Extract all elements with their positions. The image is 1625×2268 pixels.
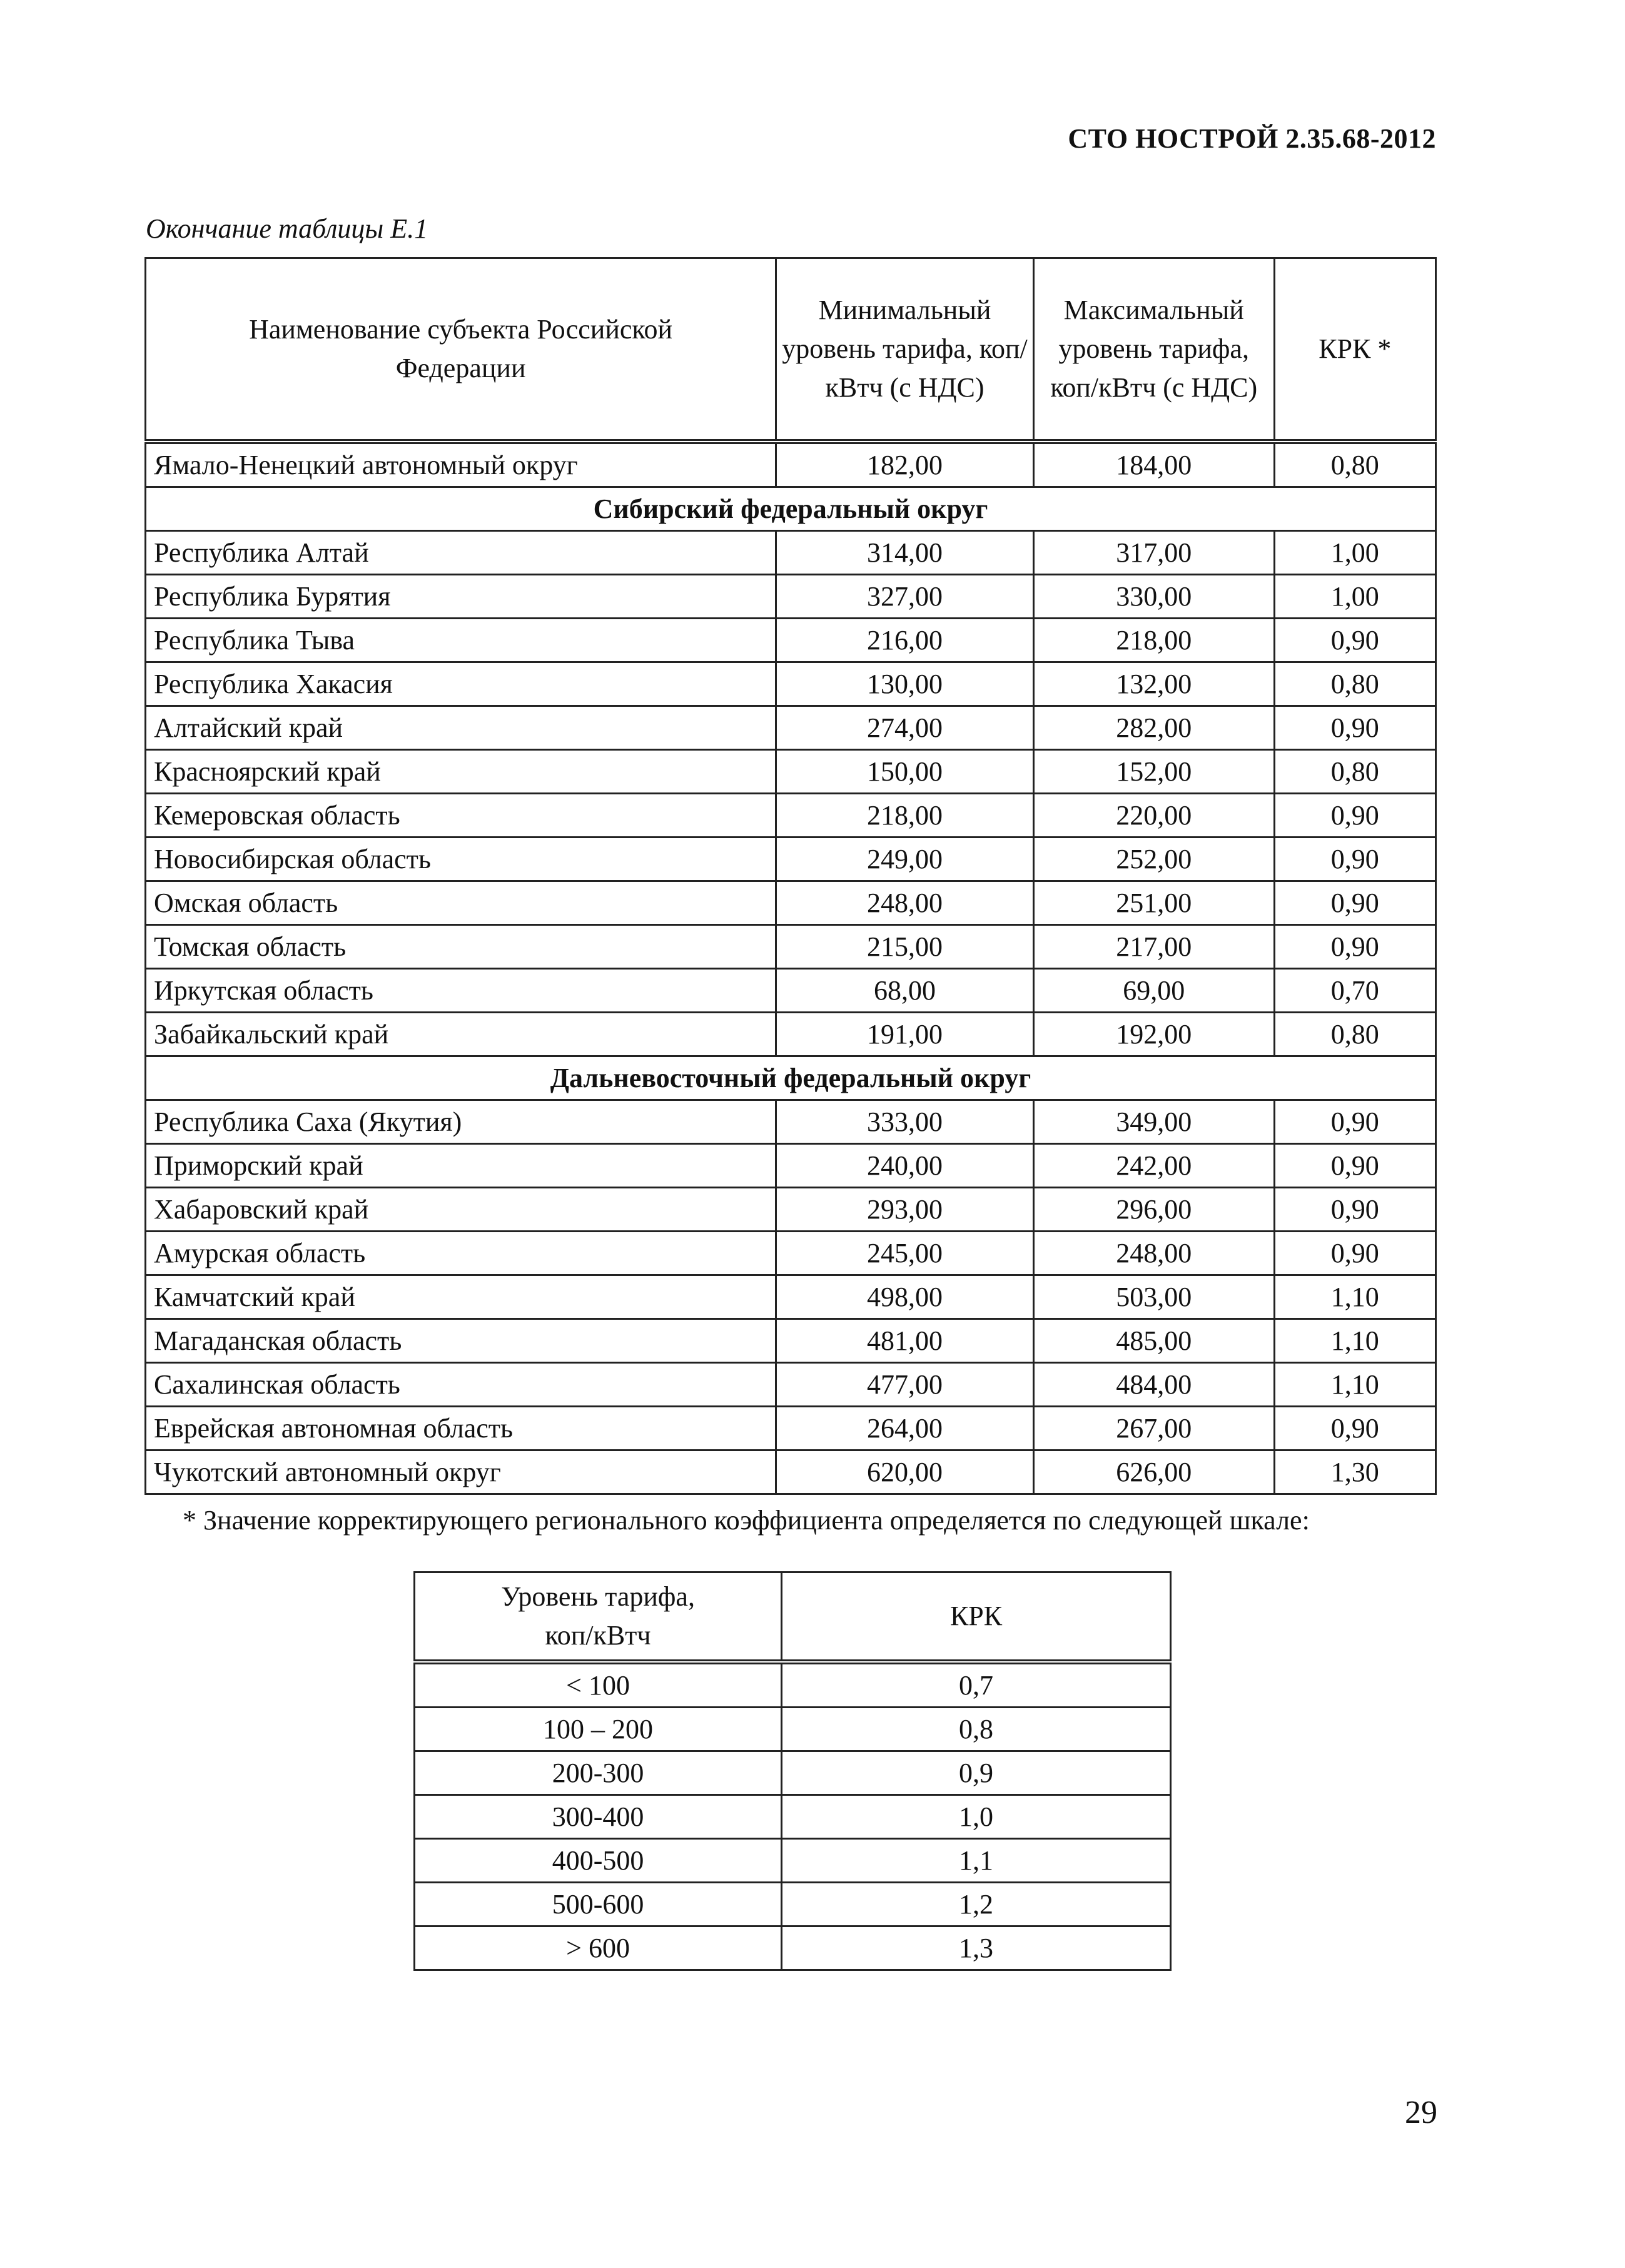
table-row (146, 662, 1436, 706)
cell-min: 264,00 (776, 1407, 1034, 1450)
table-row (415, 1708, 1171, 1751)
cell-max: 132,00 (1033, 662, 1274, 706)
cell-scale-krk: 1,2 (782, 1883, 1171, 1926)
table-row (146, 1232, 1436, 1275)
cell-max: 330,00 (1033, 575, 1274, 619)
cell-krk: 0,90 (1274, 1144, 1435, 1188)
cell-max: 349,00 (1033, 1100, 1274, 1144)
header-subject-name: Наименование субъекта Российской Федерации (146, 258, 776, 442)
cell-max: 296,00 (1033, 1188, 1274, 1232)
cell-krk: 1,00 (1274, 531, 1435, 575)
cell-name: Кемеровская область (146, 794, 776, 838)
cell-krk: 1,10 (1274, 1363, 1435, 1407)
cell-name: Новосибирская область (146, 838, 776, 881)
cell-level: 200-300 (415, 1751, 782, 1795)
table-row (146, 706, 1436, 750)
cell-krk: 0,90 (1274, 1100, 1435, 1144)
cell-min: 68,00 (776, 969, 1034, 1013)
cell-min: 215,00 (776, 925, 1034, 969)
cell-krk: 0,70 (1274, 969, 1435, 1013)
cell-max: 251,00 (1033, 881, 1274, 925)
table-row (146, 1319, 1436, 1363)
table-row (415, 1751, 1171, 1795)
cell-krk: 0,90 (1274, 838, 1435, 881)
header-tariff-level: Уровень тарифа, коп/кВтч (415, 1572, 782, 1663)
cell-name: Еврейская автономная область (146, 1407, 776, 1450)
krk-scale-body (415, 1662, 1171, 1970)
cell-min: 240,00 (776, 1144, 1034, 1188)
cell-scale-krk: 0,8 (782, 1708, 1171, 1751)
cell-krk: 1,30 (1274, 1450, 1435, 1494)
table-row (146, 1450, 1436, 1494)
cell-krk: 0,80 (1274, 662, 1435, 706)
cell-min: 327,00 (776, 575, 1034, 619)
table-row (415, 1883, 1171, 1926)
cell-name: Магаданская область (146, 1319, 776, 1363)
cell-scale-krk: 1,0 (782, 1795, 1171, 1839)
cell-level: 300-400 (415, 1795, 782, 1839)
cell-name: Ямало-Ненецкий автономный округ (146, 442, 776, 487)
header-min-tariff: Минимальный уровень тарифа, коп/кВтч (с НДС) (776, 258, 1034, 442)
cell-krk: 0,80 (1274, 1013, 1435, 1056)
cell-krk: 0,80 (1274, 750, 1435, 794)
cell-max: 252,00 (1033, 838, 1274, 881)
cell-name: Омская область (146, 881, 776, 925)
table-row (146, 838, 1436, 881)
table-row (415, 1926, 1171, 1970)
cell-max: 267,00 (1033, 1407, 1274, 1450)
cell-name: Республика Хакасия (146, 662, 776, 706)
cell-max: 485,00 (1033, 1319, 1274, 1363)
cell-min: 249,00 (776, 838, 1034, 881)
cell-krk: 0,80 (1274, 442, 1435, 487)
cell-krk: 0,90 (1274, 925, 1435, 969)
cell-max: 152,00 (1033, 750, 1274, 794)
cell-krk: 0,90 (1274, 1407, 1435, 1450)
cell-name: Приморский край (146, 1144, 776, 1188)
cell-name: Сахалинская область (146, 1363, 776, 1407)
cell-max: 317,00 (1033, 531, 1274, 575)
table-row (146, 750, 1436, 794)
table-caption: Окончание таблицы Е.1 (146, 213, 428, 244)
cell-min: 314,00 (776, 531, 1034, 575)
table-row (146, 1188, 1436, 1232)
cell-min: 191,00 (776, 1013, 1034, 1056)
table-row (146, 969, 1436, 1013)
section-title-fareast: Дальневосточный федеральный округ (146, 1056, 1436, 1100)
cell-min: 293,00 (776, 1188, 1034, 1232)
cell-krk: 1,10 (1274, 1319, 1435, 1363)
cell-krk: 0,90 (1274, 619, 1435, 662)
cell-krk: 0,90 (1274, 881, 1435, 925)
cell-name: Амурская область (146, 1232, 776, 1275)
cell-name: Иркутская область (146, 969, 776, 1013)
table-row (146, 1013, 1436, 1056)
table-row (146, 531, 1436, 575)
table-row (146, 575, 1436, 619)
tariff-table-body (146, 442, 1436, 1494)
header-scale-krk: КРК (782, 1572, 1171, 1663)
table-row (146, 881, 1436, 925)
cell-max: 242,00 (1033, 1144, 1274, 1188)
cell-name: Забайкальский край (146, 1013, 776, 1056)
cell-name: Томская область (146, 925, 776, 969)
table-row (415, 1795, 1171, 1839)
cell-level: 100 – 200 (415, 1708, 782, 1751)
cell-min: 150,00 (776, 750, 1034, 794)
cell-name: Красноярский край (146, 750, 776, 794)
cell-max: 626,00 (1033, 1450, 1274, 1494)
krk-scale-table (413, 1571, 1172, 1971)
cell-krk: 1,10 (1274, 1275, 1435, 1319)
table-row (146, 1407, 1436, 1450)
cell-min: 216,00 (776, 619, 1034, 662)
page-number: 29 (1405, 2095, 1437, 2130)
cell-name: Республика Тыва (146, 619, 776, 662)
document-code: СТО НОСТРОЙ 2.35.68-2012 (1068, 123, 1436, 154)
cell-level: 500-600 (415, 1883, 782, 1926)
cell-min: 481,00 (776, 1319, 1034, 1363)
cell-name: Чукотский автономный округ (146, 1450, 776, 1494)
cell-min: 182,00 (776, 442, 1034, 487)
cell-name: Республика Саха (Якутия) (146, 1100, 776, 1144)
table-row (415, 1839, 1171, 1883)
cell-level: > 600 (415, 1926, 782, 1970)
cell-max: 69,00 (1033, 969, 1274, 1013)
section-row-siberia (146, 487, 1436, 531)
cell-scale-krk: 0,7 (782, 1662, 1171, 1708)
table-row (146, 1275, 1436, 1319)
cell-min: 498,00 (776, 1275, 1034, 1319)
cell-min: 248,00 (776, 881, 1034, 925)
table-row (146, 1363, 1436, 1407)
section-title-siberia: Сибирский федеральный округ (146, 487, 1436, 531)
cell-scale-krk: 0,9 (782, 1751, 1171, 1795)
cell-level: < 100 (415, 1662, 782, 1708)
cell-max: 248,00 (1033, 1232, 1274, 1275)
cell-min: 274,00 (776, 706, 1034, 750)
cell-max: 217,00 (1033, 925, 1274, 969)
table-row (146, 619, 1436, 662)
header-krk: КРК * (1274, 258, 1435, 442)
cell-name: Камчатский край (146, 1275, 776, 1319)
cell-max: 192,00 (1033, 1013, 1274, 1056)
cell-name: Республика Алтай (146, 531, 776, 575)
footnote: * Значение корректирующего регионального коэффициента определяется по следующей шкале: (183, 1505, 1310, 1536)
cell-scale-krk: 1,1 (782, 1839, 1171, 1883)
cell-krk: 1,00 (1274, 575, 1435, 619)
table-row (146, 925, 1436, 969)
cell-max: 220,00 (1033, 794, 1274, 838)
cell-max: 218,00 (1033, 619, 1274, 662)
table-row (415, 1662, 1171, 1708)
cell-scale-krk: 1,3 (782, 1926, 1171, 1970)
table-header-row (146, 258, 1436, 442)
cell-min: 130,00 (776, 662, 1034, 706)
cell-name: Хабаровский край (146, 1188, 776, 1232)
cell-max: 184,00 (1033, 442, 1274, 487)
cell-level: 400-500 (415, 1839, 782, 1883)
header-max-tariff: Максимальный уровень тарифа, коп/кВтч (с НДС) (1033, 258, 1274, 442)
cell-min: 333,00 (776, 1100, 1034, 1144)
cell-krk: 0,90 (1274, 1232, 1435, 1275)
cell-name: Алтайский край (146, 706, 776, 750)
table-row (146, 442, 1436, 487)
scale-header-row (415, 1572, 1171, 1663)
cell-max: 503,00 (1033, 1275, 1274, 1319)
cell-min: 477,00 (776, 1363, 1034, 1407)
table-row (146, 794, 1436, 838)
cell-krk: 0,90 (1274, 1188, 1435, 1232)
cell-krk: 0,90 (1274, 794, 1435, 838)
cell-max: 484,00 (1033, 1363, 1274, 1407)
section-row-fareast (146, 1056, 1436, 1100)
cell-max: 282,00 (1033, 706, 1274, 750)
table-row (146, 1100, 1436, 1144)
cell-name: Республика Бурятия (146, 575, 776, 619)
cell-krk: 0,90 (1274, 706, 1435, 750)
table-row (146, 1144, 1436, 1188)
cell-min: 245,00 (776, 1232, 1034, 1275)
cell-min: 218,00 (776, 794, 1034, 838)
cell-min: 620,00 (776, 1450, 1034, 1494)
tariff-table (144, 257, 1437, 1495)
